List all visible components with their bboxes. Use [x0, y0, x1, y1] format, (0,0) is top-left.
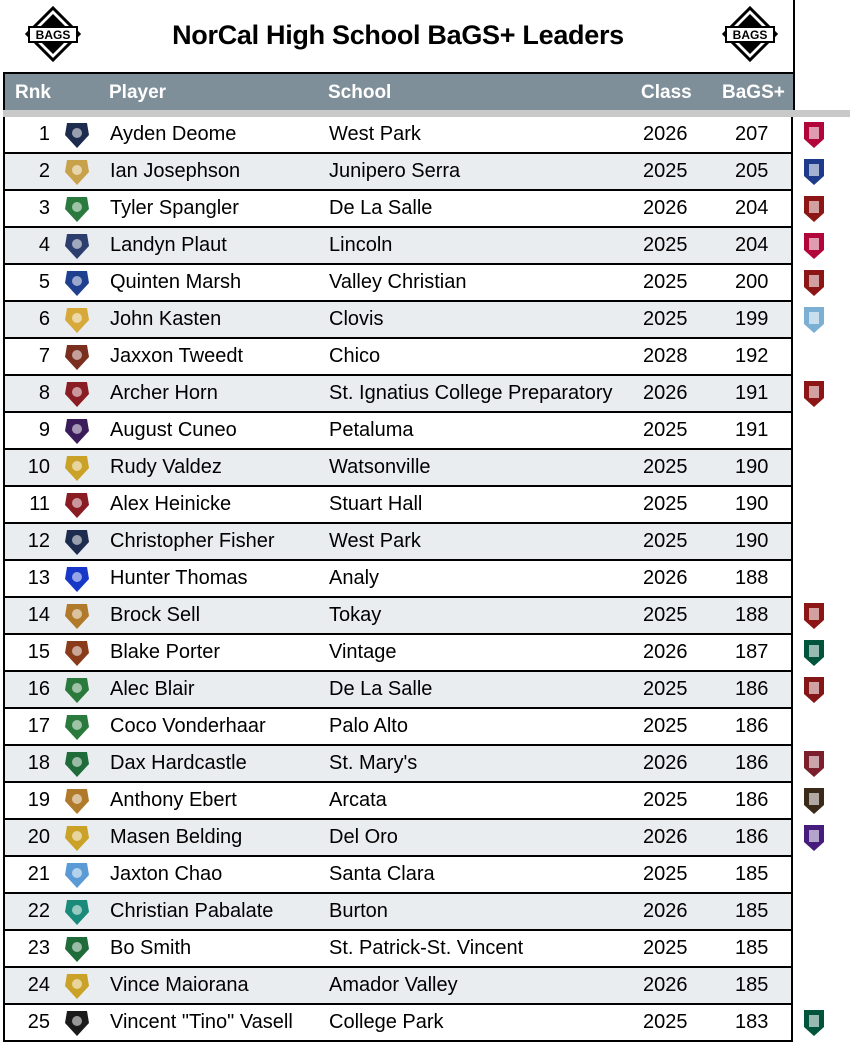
table-row — [3, 968, 793, 1005]
vc-letter-icon — [61, 637, 93, 669]
title-bar — [3, 0, 795, 72]
table-header — [3, 72, 795, 112]
si-seal-icon — [61, 378, 93, 410]
lsu-icon — [796, 822, 832, 854]
player-cell: Hunter Thomas — [110, 567, 248, 589]
class-cell: 2026 — [643, 197, 688, 219]
player-cell: Ayden Deome — [110, 123, 237, 145]
school-cell: Arcata — [329, 789, 387, 811]
player-cell: Christian Pabalate — [110, 900, 274, 922]
ou-icon — [796, 674, 832, 706]
rank-cell: 20 — [27, 826, 50, 848]
rank-cell: 14 — [27, 604, 50, 626]
table-row — [3, 672, 793, 709]
class-cell: 2025 — [643, 160, 688, 182]
player-cell: Vince Maiorana — [110, 974, 249, 996]
m-letter-icon — [61, 748, 93, 780]
player-cell: August Cuneo — [110, 419, 237, 441]
falcon-icon — [61, 1007, 93, 1039]
tiger-icon — [61, 600, 93, 632]
player-cell: Anthony Ebert — [110, 789, 237, 811]
rank-cell: 19 — [27, 789, 50, 811]
westmont-icon — [796, 748, 832, 780]
class-cell: 2028 — [643, 345, 688, 367]
player-cell: Dax Hardcastle — [110, 752, 247, 774]
v-seal-icon — [61, 970, 93, 1002]
table-row — [3, 450, 793, 487]
bags-cell: 188 — [735, 604, 769, 626]
school-cell: Vintage — [329, 641, 397, 663]
table-row — [3, 857, 793, 894]
rank-cell: 6 — [38, 308, 50, 330]
bags-cell: 185 — [735, 937, 769, 959]
class-cell: 2025 — [643, 715, 688, 737]
knight-icon — [61, 489, 93, 521]
table-row — [3, 228, 793, 265]
class-cell: 2025 — [643, 1011, 688, 1033]
player-cell: John Kasten — [110, 308, 222, 330]
bags-cell: 186 — [735, 752, 769, 774]
s-letter-icon — [61, 156, 93, 188]
table-row — [3, 524, 793, 561]
table-row — [3, 265, 793, 302]
bags-cell: 186 — [735, 678, 769, 700]
bags-cell: 192 — [735, 345, 769, 367]
rank-cell: 3 — [38, 197, 50, 219]
bags-cell: 204 — [735, 197, 769, 219]
spartan-icon — [61, 193, 93, 225]
table-row — [3, 561, 793, 598]
school-cell: De La Salle — [329, 678, 433, 700]
school-cell: Stuart Hall — [329, 493, 423, 515]
table-row — [3, 635, 793, 672]
header-divider — [3, 110, 850, 117]
table-row — [3, 709, 793, 746]
player-cell: Jaxxon Tweedt — [110, 345, 244, 367]
bags-logo-icon — [720, 6, 780, 62]
table-row — [3, 820, 793, 857]
class-cell: 2026 — [643, 567, 688, 589]
logo-text: BAGS — [35, 28, 71, 42]
school-cell: Junipero Serra — [329, 160, 461, 182]
bags-cell: 190 — [735, 530, 769, 552]
bags-cell: 200 — [735, 271, 769, 293]
player-cell: Ian Josephson — [110, 160, 241, 182]
bags-cell: 187 — [735, 641, 769, 663]
school-cell: St. Ignatius College Preparatory — [329, 382, 613, 404]
table-row — [3, 413, 793, 450]
school-cell: Palo Alto — [329, 715, 408, 737]
header-rank: Rnk — [15, 82, 51, 103]
class-cell: 2025 — [643, 530, 688, 552]
rank-cell: 18 — [27, 752, 50, 774]
class-cell: 2025 — [643, 937, 688, 959]
vc-icon — [61, 267, 93, 299]
rank-cell: 1 — [38, 123, 50, 145]
spartan-icon — [61, 674, 93, 706]
class-cell: 2026 — [643, 900, 688, 922]
school-cell: Valley Christian — [329, 271, 467, 293]
school-cell: Chico — [329, 345, 381, 367]
school-cell: De La Salle — [329, 197, 433, 219]
class-cell: 2025 — [643, 789, 688, 811]
panther-icon — [61, 526, 93, 558]
player-cell: Masen Belding — [110, 826, 243, 848]
table-row — [3, 894, 793, 931]
rank-cell: 21 — [27, 863, 50, 885]
mustang-icon — [61, 230, 93, 262]
player-cell: Brock Sell — [110, 604, 201, 626]
delta-icon — [796, 785, 832, 817]
table-row — [3, 339, 793, 376]
player-cell: Landyn Plaut — [110, 234, 227, 256]
class-cell: 2025 — [643, 493, 688, 515]
school-cell: College Park — [329, 1011, 444, 1033]
stanford-icon — [796, 267, 832, 299]
school-cell: Burton — [329, 900, 388, 922]
table-row — [3, 931, 793, 968]
class-cell: 2026 — [643, 974, 688, 996]
arizona-icon — [796, 119, 832, 151]
pumas-icon — [61, 896, 93, 928]
school-cell: St. Mary's — [329, 752, 418, 774]
rank-cell: 11 — [29, 493, 50, 515]
player-cell: Quinten Marsh — [110, 271, 242, 293]
rank-cell: 15 — [27, 641, 50, 663]
stanford-icon — [796, 193, 832, 225]
do-letter-icon — [61, 822, 93, 854]
page-title: NorCal High School BaGS+ Leaders — [172, 20, 624, 50]
rank-cell: 5 — [38, 271, 50, 293]
table-row — [3, 783, 793, 820]
rank-cell: 16 — [27, 678, 50, 700]
class-cell: 2025 — [643, 308, 688, 330]
rank-cell: 17 — [27, 715, 50, 737]
table-row — [3, 487, 793, 524]
header-class: Class — [641, 82, 692, 103]
class-cell: 2026 — [643, 123, 688, 145]
table-row — [3, 154, 793, 191]
class-cell: 2025 — [643, 419, 688, 441]
class-cell: 2025 — [643, 271, 688, 293]
rank-cell: 2 — [38, 160, 50, 182]
header-school: School — [328, 82, 392, 103]
bags-cell: 205 — [735, 160, 769, 182]
bags-cell: 183 — [735, 1011, 769, 1033]
player-cell: Alec Blair — [110, 678, 195, 700]
rank-cell: 25 — [27, 1011, 50, 1033]
class-cell: 2026 — [643, 641, 688, 663]
bags-cell: 204 — [735, 234, 769, 256]
school-cell: Lincoln — [329, 234, 393, 256]
bags-cell: 191 — [735, 382, 769, 404]
bags-cell: 190 — [735, 456, 769, 478]
player-cell: Rudy Valdez — [110, 456, 222, 478]
pa-seal-icon — [61, 711, 93, 743]
rank-cell: 4 — [38, 234, 50, 256]
header-bags: BaGS+ — [722, 82, 785, 103]
bags-cell: 191 — [735, 419, 769, 441]
player-cell: Archer Horn — [110, 382, 218, 404]
player-cell: Tyler Spangler — [110, 197, 239, 219]
player-cell: Blake Porter — [110, 641, 221, 663]
bags-cell: 186 — [735, 826, 769, 848]
school-cell: Del Oro — [329, 826, 398, 848]
bags-cell: 185 — [735, 974, 769, 996]
school-cell: Analy — [329, 567, 380, 589]
trojan-icon — [61, 415, 93, 447]
rank-cell: 12 — [27, 530, 50, 552]
player-cell: Coco Vonderhaar — [110, 715, 266, 737]
class-cell: 2026 — [643, 382, 688, 404]
paw-icon — [61, 563, 93, 595]
s-green-icon — [61, 933, 93, 965]
bags-cell: 185 — [735, 900, 769, 922]
cougar-icon — [61, 304, 93, 336]
smc-icon — [796, 156, 832, 188]
bags-cell: 188 — [735, 567, 769, 589]
table-row — [3, 191, 793, 228]
player-cell: Alex Heinicke — [110, 493, 232, 515]
table-row — [3, 746, 793, 783]
player-cell: Jaxton Chao — [110, 863, 223, 885]
table-row — [3, 376, 793, 413]
rank-cell: 7 — [38, 345, 50, 367]
table-row — [3, 117, 793, 154]
rank-cell: 10 — [27, 456, 50, 478]
rank-cell: 24 — [27, 974, 50, 996]
player-cell: Vincent "Tino" Vasell — [110, 1011, 293, 1033]
class-cell: 2025 — [643, 604, 688, 626]
class-cell: 2026 — [643, 826, 688, 848]
w-letter-icon — [61, 452, 93, 484]
unc-icon — [796, 304, 832, 336]
class-cell: 2025 — [643, 234, 688, 256]
bags-cell: 186 — [735, 715, 769, 737]
stanford-icon — [796, 600, 832, 632]
school-cell: Santa Clara — [329, 863, 435, 885]
table-row — [3, 1005, 793, 1042]
player-cell: Christopher Fisher — [110, 530, 275, 552]
school-cell: St. Patrick-St. Vincent — [329, 937, 524, 959]
school-cell: West Park — [329, 123, 421, 145]
usf-icon — [796, 637, 832, 669]
panther-icon — [61, 119, 93, 151]
rank-cell: 8 — [38, 382, 50, 404]
stanford-icon — [796, 378, 832, 410]
school-cell: Watsonville — [329, 456, 431, 478]
bags-cell: 199 — [735, 308, 769, 330]
rank-cell: 22 — [27, 900, 50, 922]
school-cell: Tokay — [329, 604, 382, 626]
class-cell: 2025 — [643, 678, 688, 700]
logo-text: BAGS — [732, 28, 768, 42]
school-cell: Petaluma — [329, 419, 414, 441]
bags-cell: 185 — [735, 863, 769, 885]
school-cell: Amador Valley — [329, 974, 458, 996]
class-cell: 2025 — [643, 863, 688, 885]
table-row — [3, 302, 793, 339]
class-cell: 2026 — [643, 752, 688, 774]
jessup-icon — [796, 230, 832, 262]
table-body — [3, 117, 793, 1042]
player-cell: Bo Smith — [110, 937, 192, 959]
rank-cell: 13 — [27, 567, 50, 589]
c-cougar-icon — [61, 341, 93, 373]
tiger-icon — [61, 785, 93, 817]
rank-cell: 23 — [27, 937, 50, 959]
school-cell: Clovis — [329, 308, 384, 330]
bags-cell: 186 — [735, 789, 769, 811]
table-row — [3, 598, 793, 635]
bags-cell: 207 — [735, 123, 769, 145]
bags-cell: 190 — [735, 493, 769, 515]
header-player: Player — [109, 82, 167, 103]
school-cell: West Park — [329, 530, 421, 552]
class-cell: 2025 — [643, 456, 688, 478]
rank-cell: 9 — [38, 419, 50, 441]
bruin-icon — [61, 859, 93, 891]
usf-icon — [796, 1007, 832, 1039]
